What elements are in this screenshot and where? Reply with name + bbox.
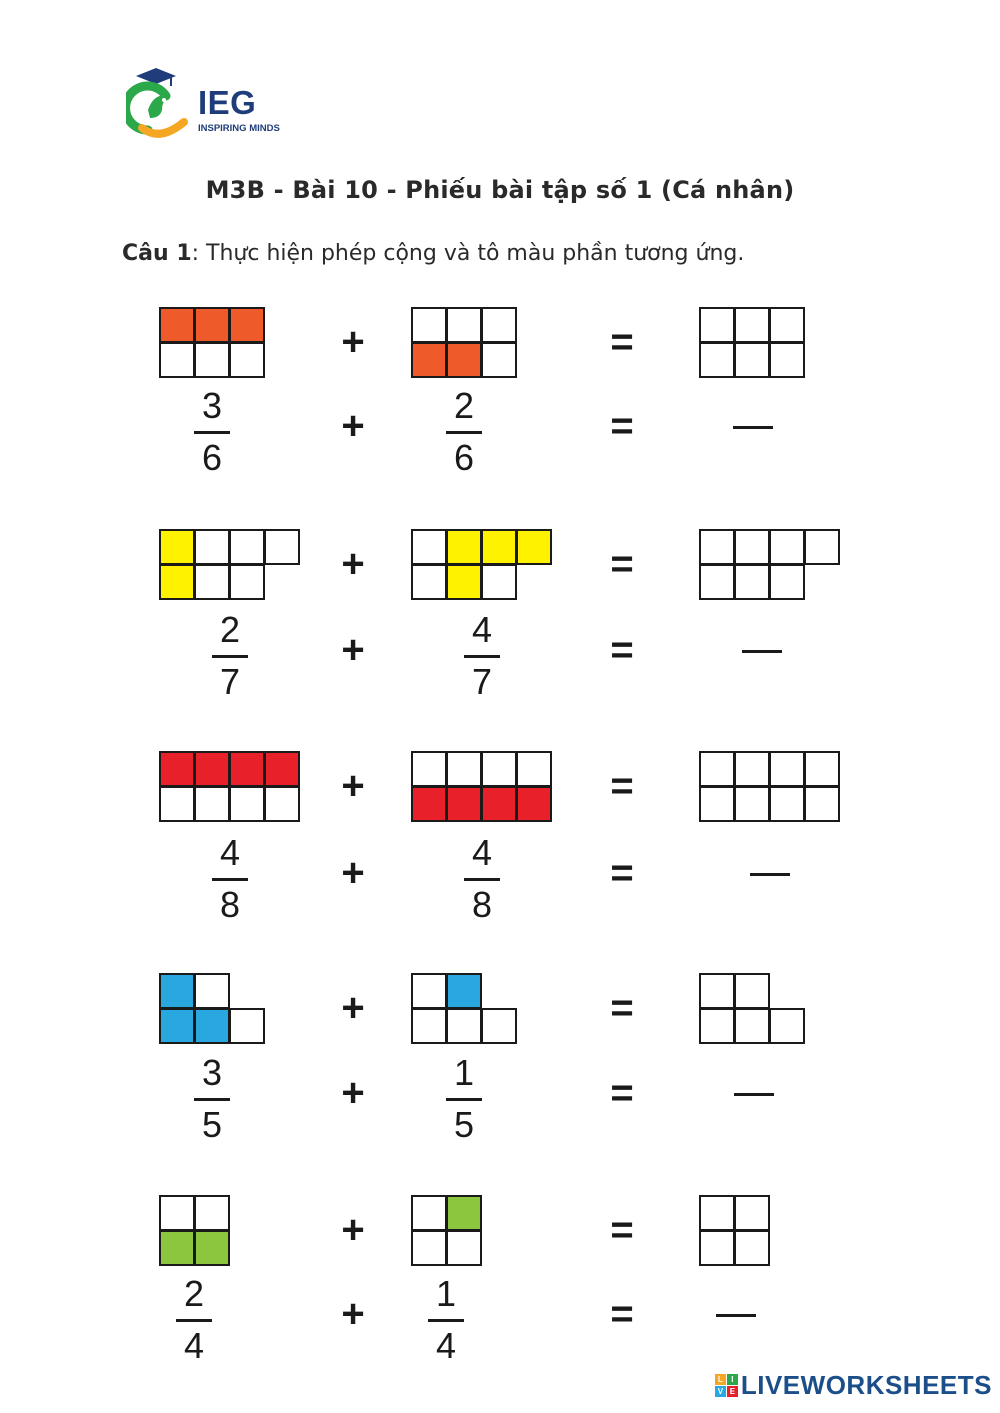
grid-answer-cell[interactable] bbox=[699, 751, 735, 787]
plus-sign: + bbox=[341, 764, 365, 808]
grid-addend-1-cell bbox=[194, 1195, 230, 1231]
grid-addend-1-cell bbox=[194, 342, 230, 378]
fraction-addend-1 bbox=[200, 609, 260, 702]
equals-sign: = bbox=[610, 1208, 634, 1252]
grid-answer-cell[interactable] bbox=[769, 751, 805, 787]
fraction-denominator: 5 bbox=[453, 1104, 475, 1145]
grid-addend-1-cell bbox=[229, 342, 265, 378]
grid-addend-1-cell bbox=[159, 973, 195, 1009]
worksheet-title: M3B - Bài 10 - Phiếu bài tập số 1 (Cá nhân) bbox=[205, 176, 795, 204]
grid-addend-2-cell bbox=[481, 529, 517, 565]
equals-sign: = bbox=[610, 764, 634, 808]
plus-sign: + bbox=[341, 320, 365, 364]
grid-answer-cell[interactable] bbox=[734, 973, 770, 1009]
grid-addend-1-cell bbox=[229, 786, 265, 822]
grid-answer-cell[interactable] bbox=[769, 307, 805, 343]
grid-addend-1-cell bbox=[194, 1008, 230, 1044]
fraction-bar bbox=[176, 1319, 212, 1322]
grid-addend-2-cell bbox=[516, 751, 552, 787]
liveworksheets-text: LIVEWORKSHEETS bbox=[740, 1370, 992, 1400]
fraction-denominator: 6 bbox=[201, 437, 223, 478]
fraction-numerator: 3 bbox=[201, 385, 223, 426]
grid-addend-1-cell bbox=[159, 751, 195, 787]
grid-answer-cell[interactable] bbox=[734, 786, 770, 822]
fraction-addend-2 bbox=[434, 385, 494, 478]
grid-addend-2-cell bbox=[411, 1195, 447, 1231]
fraction-addend-1 bbox=[200, 832, 260, 925]
fraction-denominator: 4 bbox=[183, 1325, 205, 1366]
grid-addend-2-cell bbox=[446, 786, 482, 822]
grid-addend-2-cell bbox=[481, 307, 517, 343]
grid-addend-1-cell bbox=[194, 751, 230, 787]
question-text: : Thực hiện phép cộng và tô màu phần tương ứng. bbox=[191, 241, 745, 266]
fraction-numerator: 1 bbox=[435, 1273, 457, 1314]
grid-addend-1-cell bbox=[159, 564, 195, 600]
plus-sign: + bbox=[341, 542, 365, 586]
fraction-numerator: 4 bbox=[219, 832, 241, 873]
grid-addend-1-cell bbox=[194, 973, 230, 1009]
fraction-addend-2 bbox=[452, 832, 512, 925]
grid-addend-1-cell bbox=[159, 1230, 195, 1266]
grid-answer-cell[interactable] bbox=[734, 751, 770, 787]
grid-answer-cell[interactable] bbox=[804, 529, 840, 565]
fraction-denominator: 4 bbox=[435, 1325, 457, 1366]
plus-sign: + bbox=[341, 851, 365, 895]
grid-answer-cell[interactable] bbox=[734, 564, 770, 600]
fraction-addend-2 bbox=[416, 1273, 476, 1366]
equals-sign: = bbox=[610, 1071, 634, 1115]
answer-fraction-blank[interactable] bbox=[734, 1093, 774, 1096]
grid-addend-1-cell bbox=[264, 529, 300, 565]
grid-addend-2-cell bbox=[446, 1195, 482, 1231]
brand-name: IEG bbox=[198, 84, 257, 121]
fraction-bar bbox=[428, 1319, 464, 1322]
grid-addend-2-cell bbox=[411, 786, 447, 822]
grid-answer-cell[interactable] bbox=[734, 529, 770, 565]
fraction-numerator: 1 bbox=[453, 1052, 475, 1093]
grid-answer-cell[interactable] bbox=[699, 786, 735, 822]
fraction-denominator: 8 bbox=[219, 884, 241, 925]
equals-sign: = bbox=[610, 542, 634, 586]
brand-tagline: INSPIRING MINDS bbox=[198, 123, 280, 134]
grid-addend-2-cell bbox=[481, 342, 517, 378]
grid-addend-2-cell bbox=[411, 973, 447, 1009]
grid-answer-cell[interactable] bbox=[769, 564, 805, 600]
fraction-bar bbox=[446, 1098, 482, 1101]
fraction-denominator: 5 bbox=[201, 1104, 223, 1145]
ieg-logo bbox=[126, 66, 296, 140]
grid-addend-2-cell bbox=[411, 529, 447, 565]
grid-addend-1-cell bbox=[159, 307, 195, 343]
grid-addend-2-cell bbox=[516, 786, 552, 822]
grid-addend-1-cell bbox=[159, 342, 195, 378]
grid-addend-2-cell bbox=[446, 564, 482, 600]
fraction-addend-2 bbox=[434, 1052, 494, 1145]
fraction-numerator: 4 bbox=[471, 609, 493, 650]
grid-addend-2-cell bbox=[481, 1008, 517, 1044]
fraction-addend-1 bbox=[182, 385, 242, 478]
equals-sign: = bbox=[610, 628, 634, 672]
grid-addend-1-cell bbox=[229, 529, 265, 565]
grid-answer-cell[interactable] bbox=[699, 1195, 735, 1231]
plus-sign: + bbox=[341, 404, 365, 448]
grid-answer-cell[interactable] bbox=[804, 751, 840, 787]
grid-answer-cell[interactable] bbox=[769, 786, 805, 822]
grid-answer-cell[interactable] bbox=[804, 786, 840, 822]
grid-addend-1-cell bbox=[229, 307, 265, 343]
grid-answer-cell[interactable] bbox=[769, 342, 805, 378]
grid-addend-1-cell bbox=[194, 1230, 230, 1266]
fraction-denominator: 6 bbox=[453, 437, 475, 478]
equals-sign: = bbox=[610, 320, 634, 364]
liveworksheets-mark-icon: L I V E bbox=[715, 1374, 738, 1397]
grid-answer-cell[interactable] bbox=[699, 1008, 735, 1044]
grid-addend-1-cell bbox=[264, 751, 300, 787]
grid-answer-cell[interactable] bbox=[734, 307, 770, 343]
grid-answer-cell[interactable] bbox=[734, 1230, 770, 1266]
grid-addend-2-cell bbox=[516, 529, 552, 565]
grid-addend-1-cell bbox=[159, 786, 195, 822]
fraction-denominator: 7 bbox=[219, 661, 241, 702]
grid-answer-cell[interactable] bbox=[699, 1230, 735, 1266]
fraction-numerator: 2 bbox=[183, 1273, 205, 1314]
grid-addend-2-cell bbox=[411, 307, 447, 343]
fraction-bar bbox=[446, 431, 482, 434]
grid-addend-2-cell bbox=[411, 751, 447, 787]
grid-answer-cell[interactable] bbox=[699, 307, 735, 343]
equals-sign: = bbox=[610, 851, 634, 895]
grid-addend-2-cell bbox=[481, 751, 517, 787]
grid-addend-1-cell bbox=[159, 529, 195, 565]
fraction-denominator: 8 bbox=[471, 884, 493, 925]
grid-answer-cell[interactable] bbox=[699, 529, 735, 565]
fraction-bar bbox=[194, 1098, 230, 1101]
grid-addend-2-cell bbox=[446, 342, 482, 378]
fraction-bar bbox=[464, 655, 500, 658]
grid-answer-cell[interactable] bbox=[769, 529, 805, 565]
liveworksheets-logo bbox=[715, 1370, 992, 1401]
equals-sign: = bbox=[610, 404, 634, 448]
grid-addend-1-cell bbox=[159, 1008, 195, 1044]
grid-addend-2-cell bbox=[446, 751, 482, 787]
fraction-bar bbox=[212, 878, 248, 881]
plus-sign: + bbox=[341, 1208, 365, 1252]
grid-addend-1-cell bbox=[194, 564, 230, 600]
grid-addend-1-cell bbox=[229, 1008, 265, 1044]
fraction-numerator: 3 bbox=[201, 1052, 223, 1093]
grid-answer-cell[interactable] bbox=[699, 973, 735, 1009]
fraction-denominator: 7 bbox=[471, 661, 493, 702]
equals-sign: = bbox=[610, 1292, 634, 1336]
answer-fraction-blank[interactable] bbox=[733, 426, 773, 429]
grid-addend-2-cell bbox=[481, 564, 517, 600]
fraction-addend-1 bbox=[164, 1273, 224, 1366]
equals-sign: = bbox=[610, 986, 634, 1030]
grid-addend-2-cell bbox=[481, 786, 517, 822]
grid-addend-2-cell bbox=[446, 307, 482, 343]
fraction-bar bbox=[464, 878, 500, 881]
grid-addend-1-cell bbox=[229, 751, 265, 787]
grid-addend-1-cell bbox=[194, 307, 230, 343]
grid-answer-cell[interactable] bbox=[734, 1195, 770, 1231]
answer-fraction-blank[interactable] bbox=[742, 650, 782, 653]
plus-sign: + bbox=[341, 1292, 365, 1336]
grid-answer-cell[interactable] bbox=[699, 564, 735, 600]
grid-addend-1-cell bbox=[159, 1195, 195, 1231]
fraction-addend-1 bbox=[182, 1052, 242, 1145]
grid-addend-2-cell bbox=[446, 529, 482, 565]
grid-addend-2-cell bbox=[411, 1008, 447, 1044]
grid-addend-1-cell bbox=[229, 564, 265, 600]
fraction-numerator: 2 bbox=[453, 385, 475, 426]
fraction-bar bbox=[212, 655, 248, 658]
grid-addend-1-cell bbox=[264, 786, 300, 822]
grid-addend-1-cell bbox=[194, 786, 230, 822]
grid-addend-2-cell bbox=[411, 342, 447, 378]
grid-addend-2-cell bbox=[411, 1230, 447, 1266]
grid-answer-cell[interactable] bbox=[734, 342, 770, 378]
fraction-addend-2 bbox=[452, 609, 512, 702]
fraction-numerator: 4 bbox=[471, 832, 493, 873]
answer-fraction-blank[interactable] bbox=[750, 873, 790, 876]
plus-sign: + bbox=[341, 986, 365, 1030]
fraction-bar bbox=[194, 431, 230, 434]
fraction-numerator: 2 bbox=[219, 609, 241, 650]
grid-addend-2-cell bbox=[411, 564, 447, 600]
ieg-logo-mark bbox=[126, 66, 196, 140]
plus-sign: + bbox=[341, 1071, 365, 1115]
answer-fraction-blank[interactable] bbox=[716, 1314, 756, 1317]
grid-addend-2-cell bbox=[446, 1230, 482, 1266]
grid-addend-2-cell bbox=[446, 1008, 482, 1044]
question-prompt bbox=[122, 241, 744, 266]
plus-sign: + bbox=[341, 628, 365, 672]
grid-answer-cell[interactable] bbox=[769, 1008, 805, 1044]
grid-addend-2-cell bbox=[446, 973, 482, 1009]
question-label: Câu 1 bbox=[122, 241, 192, 266]
grid-addend-1-cell bbox=[194, 529, 230, 565]
grid-answer-cell[interactable] bbox=[734, 1008, 770, 1044]
grid-answer-cell[interactable] bbox=[699, 342, 735, 378]
